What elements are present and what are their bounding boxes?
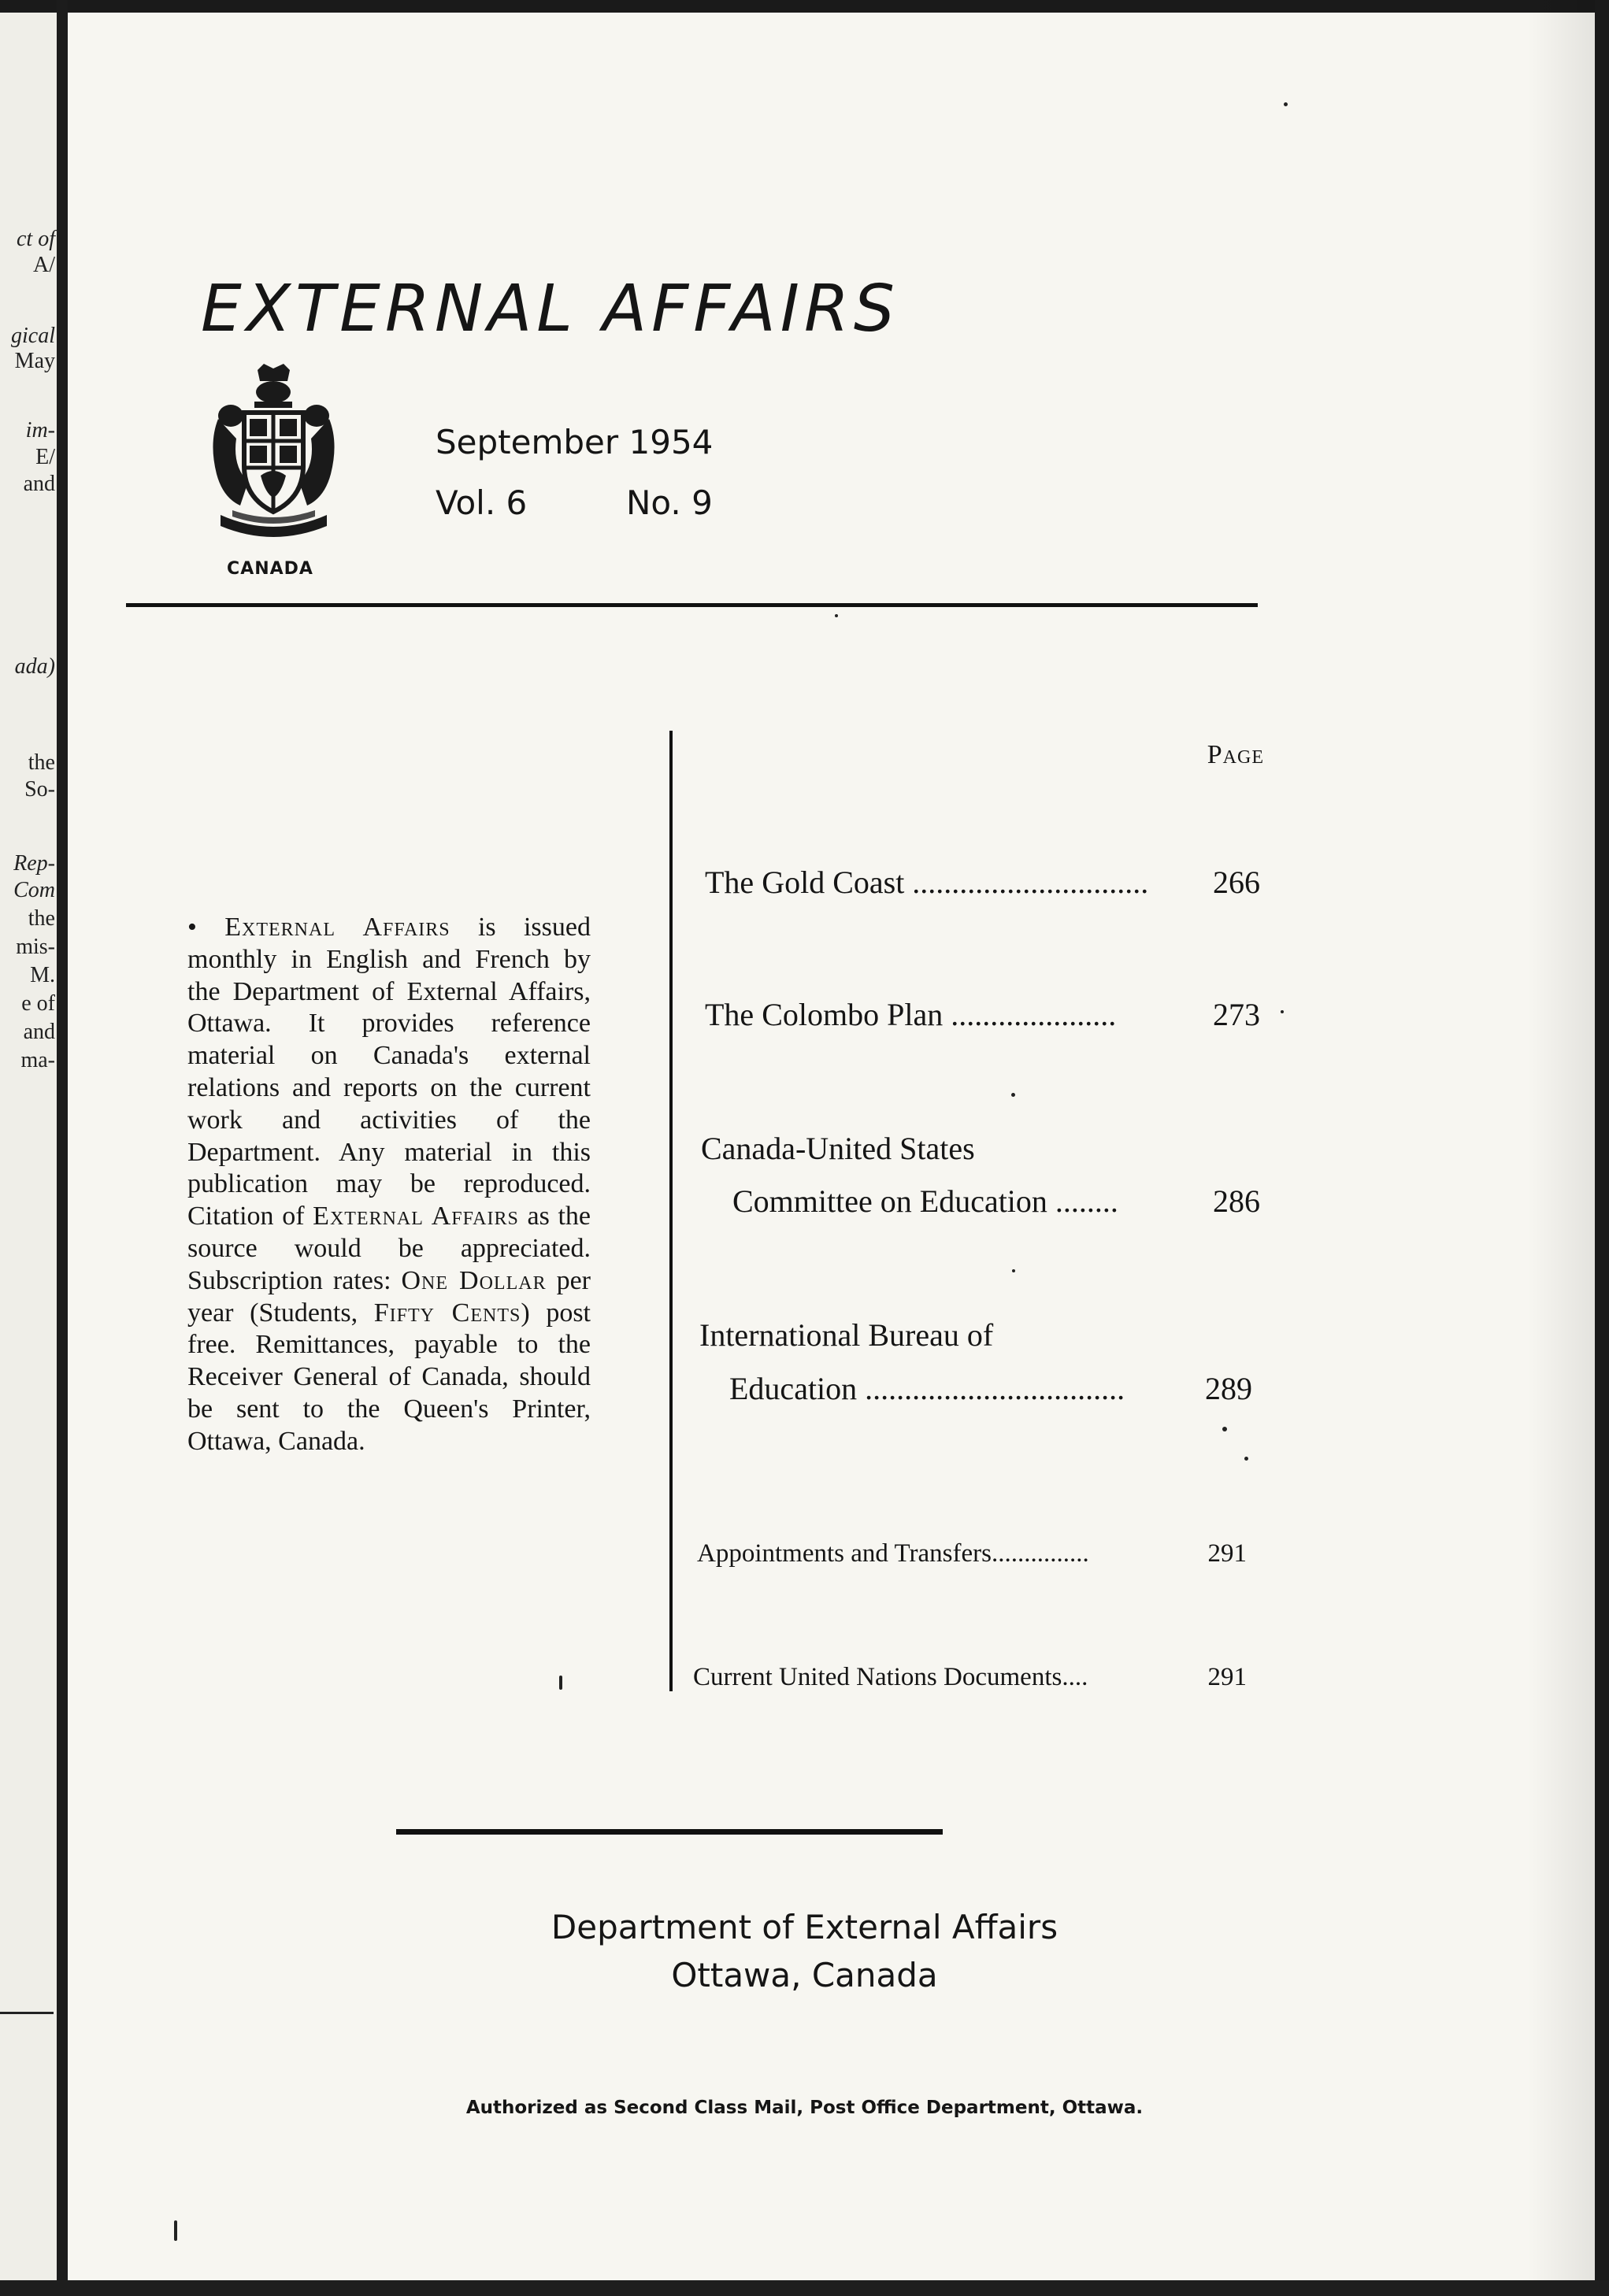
scan-edge-top (0, 0, 1609, 13)
department-name: Department of External Affairs (551, 1908, 1058, 1946)
contents-entry-title: The Gold Coast .............................. (705, 865, 1149, 900)
scan-speck (1284, 102, 1288, 106)
issue-date: September 1954 (436, 423, 714, 461)
scan-speck (1012, 1269, 1015, 1272)
notice-text: ) post free. Remittances, payable to the Receiver General of Canada, should be sent to the Queen's Printer, Ottawa, Canada. (187, 1298, 591, 1456)
contents-entry-title-continued: Committee on Education ........ (732, 1183, 1118, 1219)
contents-entry-title: Canada-United States (701, 1131, 975, 1166)
adjacent-page-fragment: E/ (35, 445, 55, 469)
contents-entry-page: 291 (1207, 1539, 1247, 1568)
bullet: • (187, 913, 197, 942)
adjacent-page-fragment: M. (30, 963, 55, 987)
publication-name-smallcaps: External Affairs (313, 1202, 519, 1231)
contents-entry-title: International Bureau of (699, 1317, 994, 1353)
adjacent-page-fragment: im- (25, 418, 55, 443)
adjacent-page-fragment: the (28, 906, 55, 931)
department-location: Ottawa, Canada (671, 1956, 938, 1994)
scan-speck (835, 614, 838, 617)
publication-title: EXTERNAL AFFAIRS (201, 272, 899, 346)
contents-entry-page: 289 (1205, 1371, 1252, 1406)
scan-speck (174, 2220, 177, 2241)
price-smallcaps: One Dollar (401, 1265, 547, 1295)
adjacent-page-fragment: ada) (14, 654, 55, 679)
contents-entry-page: 266 (1213, 865, 1260, 900)
adjacent-page-fragment: and (23, 472, 55, 496)
scan-edge-left (57, 0, 68, 2296)
contents-page-header: Page (1207, 740, 1264, 769)
contents-entry-page: 286 (1213, 1183, 1260, 1219)
notice-text: as the source would be appreciated. Subscription rates: (187, 1202, 591, 1295)
publication-name-smallcaps: External Affairs (224, 913, 450, 942)
adjacent-page-fragment: mis- (16, 935, 55, 959)
number-label: No. 9 (626, 483, 713, 522)
column-divider (669, 731, 673, 1691)
adjacent-page-fragment: A/ (33, 253, 55, 277)
adjacent-page-fragment: e of (21, 991, 55, 1016)
scan-speck (1222, 1427, 1227, 1431)
adjacent-page-rule (0, 2012, 54, 2014)
volume-label: Vol. 6 (436, 483, 528, 522)
student-price-smallcaps: Fifty Cents (373, 1298, 521, 1328)
scan-speck (559, 1676, 562, 1690)
notice-text: per year (Students, (187, 1265, 591, 1328)
contents-entry-page: 291 (1207, 1663, 1247, 1691)
masthead-rule (126, 603, 1258, 607)
adjacent-page-fragment: Rep- (13, 851, 55, 876)
contents-entry-title: Current United Nations Documents.... (693, 1663, 1088, 1691)
contents-entry-page: 273 (1213, 997, 1260, 1032)
adjacent-page-fragment: and (23, 1020, 55, 1044)
adjacent-page-fragment: ma- (20, 1048, 55, 1072)
notice-text: is issued monthly in English and French by the Department of External Affairs, Ottawa. It provides reference material on Canada's external relations and reports on the current work and activities of the Department. Any material in this publication may be reproduced. Citation of (187, 913, 591, 1231)
scan-edge-right (1595, 0, 1609, 2296)
mail-authorization-notice: Authorized as Second Class Mail, Post Office Department, Ottawa. (465, 2098, 1144, 2118)
scan-speck (1011, 1093, 1015, 1097)
canadian-coat-of-arms-icon (209, 364, 339, 541)
adjacent-page-fragment: May (14, 349, 55, 373)
contents-entry-title: Appointments and Transfers............... (697, 1539, 1089, 1568)
footer-rule (396, 1829, 943, 1835)
publication-notice (187, 912, 591, 1458)
scan-speck (1244, 1457, 1248, 1461)
scan-edge-bottom (0, 2280, 1609, 2296)
adjacent-page-fragment: ct of (17, 227, 55, 251)
adjacent-page-fragment: Com (13, 878, 55, 902)
contents-entry-title-continued: Education ................................. (729, 1371, 1125, 1406)
contents-entry-title: The Colombo Plan ..................... (705, 997, 1117, 1032)
adjacent-page-fragment: So- (24, 777, 55, 802)
scan-speck (1281, 1010, 1284, 1013)
crest-caption: CANADA (227, 559, 313, 579)
adjacent-page-fragment: gical (11, 324, 55, 348)
adjacent-page-fragment: the (28, 750, 55, 775)
